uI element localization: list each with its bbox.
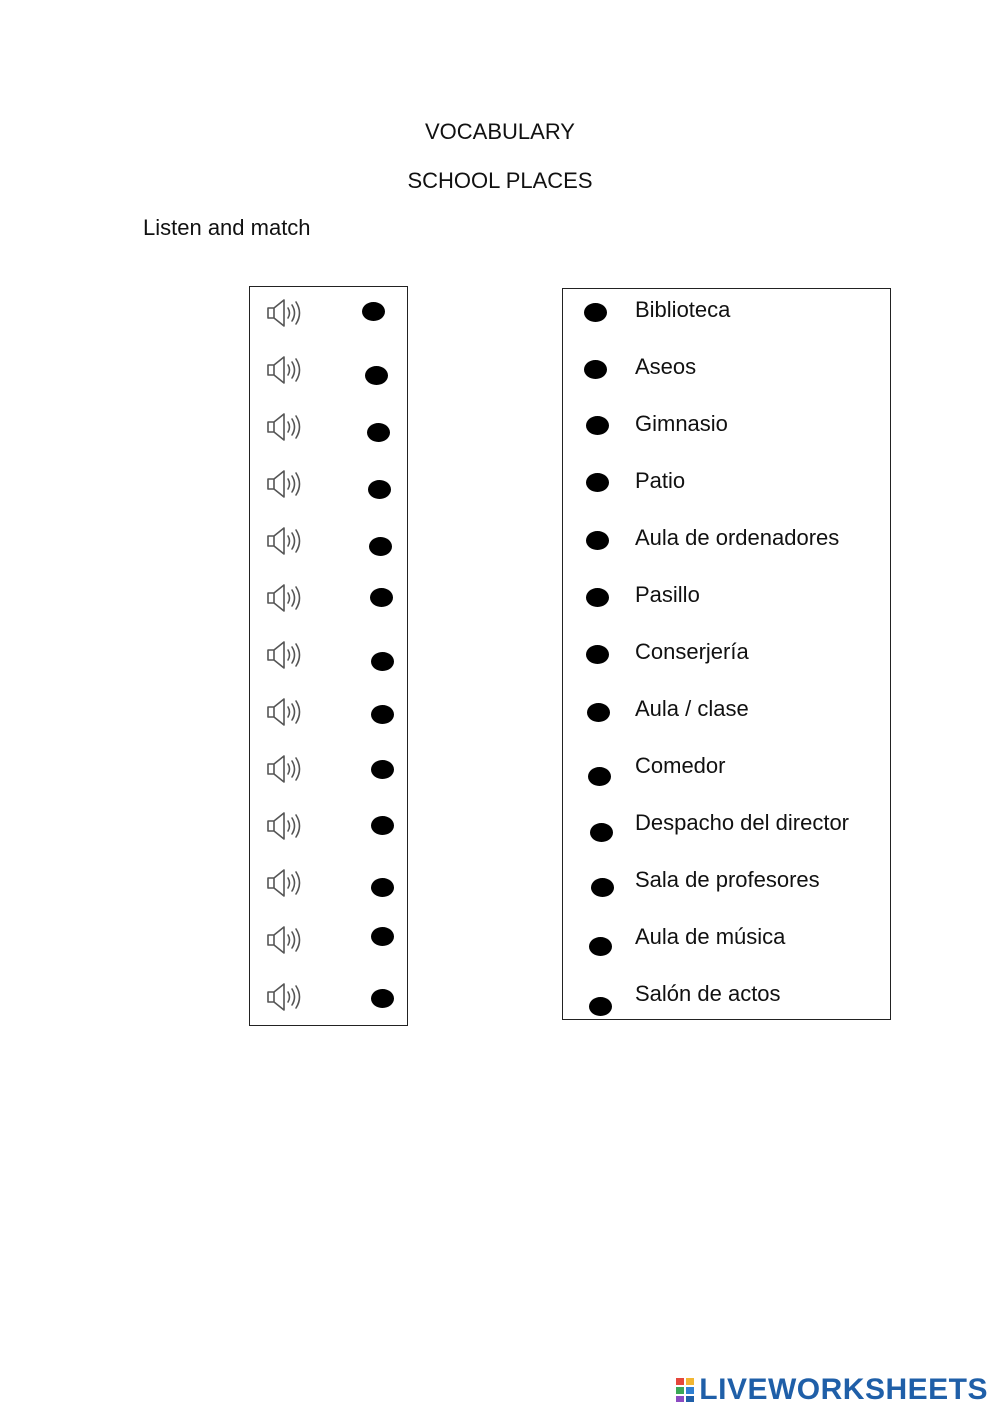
match-dot[interactable]	[371, 816, 394, 835]
word-label: Aula de música	[635, 924, 786, 949]
speaker-icon[interactable]	[265, 411, 309, 443]
word-row	[563, 348, 890, 388]
speaker-icon[interactable]	[265, 753, 309, 785]
speaker-icon[interactable]	[265, 354, 309, 386]
word-label: Patio	[635, 468, 686, 493]
audio-row	[250, 578, 407, 618]
match-dot[interactable]	[369, 537, 392, 556]
match-dot[interactable]	[586, 531, 609, 550]
speaker-icon[interactable]	[265, 924, 309, 956]
match-dot[interactable]	[371, 989, 394, 1008]
audio-column	[249, 286, 408, 1026]
word-row	[563, 405, 890, 445]
match-dot[interactable]	[371, 705, 394, 724]
brand-logo	[675, 1374, 988, 1406]
speaker-icon[interactable]	[265, 582, 309, 614]
word-label: Salón de actos	[635, 981, 781, 1006]
match-dot[interactable]	[367, 423, 390, 442]
match-dot[interactable]	[371, 927, 394, 946]
word-label: Aula de ordenadores	[635, 525, 840, 550]
speaker-icon[interactable]	[265, 639, 309, 671]
match-dot[interactable]	[589, 937, 612, 956]
audio-row	[250, 293, 407, 333]
match-dot[interactable]	[589, 997, 612, 1016]
audio-row	[250, 407, 407, 447]
word-row	[563, 804, 890, 844]
instruction-text: Listen and match	[143, 215, 311, 240]
speaker-icon[interactable]	[265, 297, 309, 329]
word-label: Comedor	[635, 753, 726, 778]
match-dot[interactable]	[586, 588, 609, 607]
audio-row	[250, 749, 407, 789]
match-dot[interactable]	[588, 767, 611, 786]
audio-row	[250, 806, 407, 846]
audio-row	[250, 863, 407, 903]
word-row	[563, 633, 890, 673]
word-label: Sala de profesores	[635, 867, 820, 892]
word-label: Conserjería	[635, 639, 749, 664]
word-label: Biblioteca	[635, 297, 731, 322]
word-row	[563, 519, 890, 559]
match-dot[interactable]	[586, 645, 609, 664]
speaker-icon[interactable]	[265, 810, 309, 842]
speaker-icon[interactable]	[265, 696, 309, 728]
speaker-icon[interactable]	[265, 981, 309, 1013]
brand-name: LIVEWORKSHEETS	[699, 1373, 988, 1406]
speaker-icon[interactable]	[265, 525, 309, 557]
match-dot[interactable]	[371, 652, 394, 671]
audio-row	[250, 920, 407, 960]
match-dot[interactable]	[371, 760, 394, 779]
audio-row	[250, 635, 407, 675]
liveworksheets-logo-icon	[675, 1377, 695, 1403]
word-row	[563, 462, 890, 502]
match-dot[interactable]	[371, 878, 394, 897]
match-dot[interactable]	[368, 480, 391, 499]
audio-row	[250, 521, 407, 561]
word-row	[563, 291, 890, 331]
worksheet-title: VOCABULARY	[425, 119, 575, 144]
word-row	[563, 690, 890, 730]
word-label: Gimnasio	[635, 411, 728, 436]
word-row	[563, 975, 890, 1015]
audio-row	[250, 977, 407, 1017]
word-label: Aseos	[635, 354, 697, 379]
speaker-icon[interactable]	[265, 468, 309, 500]
match-dot[interactable]	[586, 473, 609, 492]
match-dot[interactable]	[591, 878, 614, 897]
audio-row	[250, 692, 407, 732]
audio-row	[250, 464, 407, 504]
match-dot[interactable]	[587, 703, 610, 722]
match-dot[interactable]	[586, 416, 609, 435]
word-row	[563, 576, 890, 616]
match-dot[interactable]	[362, 302, 385, 321]
word-row	[563, 747, 890, 787]
word-label: Aula / clase	[635, 696, 749, 721]
word-label: Pasillo	[635, 582, 700, 607]
word-row	[563, 861, 890, 901]
worksheet-subtitle: SCHOOL PLACES	[407, 168, 593, 193]
match-dot[interactable]	[590, 823, 613, 842]
word-label: Despacho del director	[635, 810, 850, 835]
match-dot[interactable]	[584, 303, 607, 322]
speaker-icon[interactable]	[265, 867, 309, 899]
match-dot[interactable]	[365, 366, 388, 385]
audio-row	[250, 350, 407, 390]
match-dot[interactable]	[370, 588, 393, 607]
word-row	[563, 918, 890, 958]
match-dot[interactable]	[584, 360, 607, 379]
word-column	[562, 288, 891, 1020]
